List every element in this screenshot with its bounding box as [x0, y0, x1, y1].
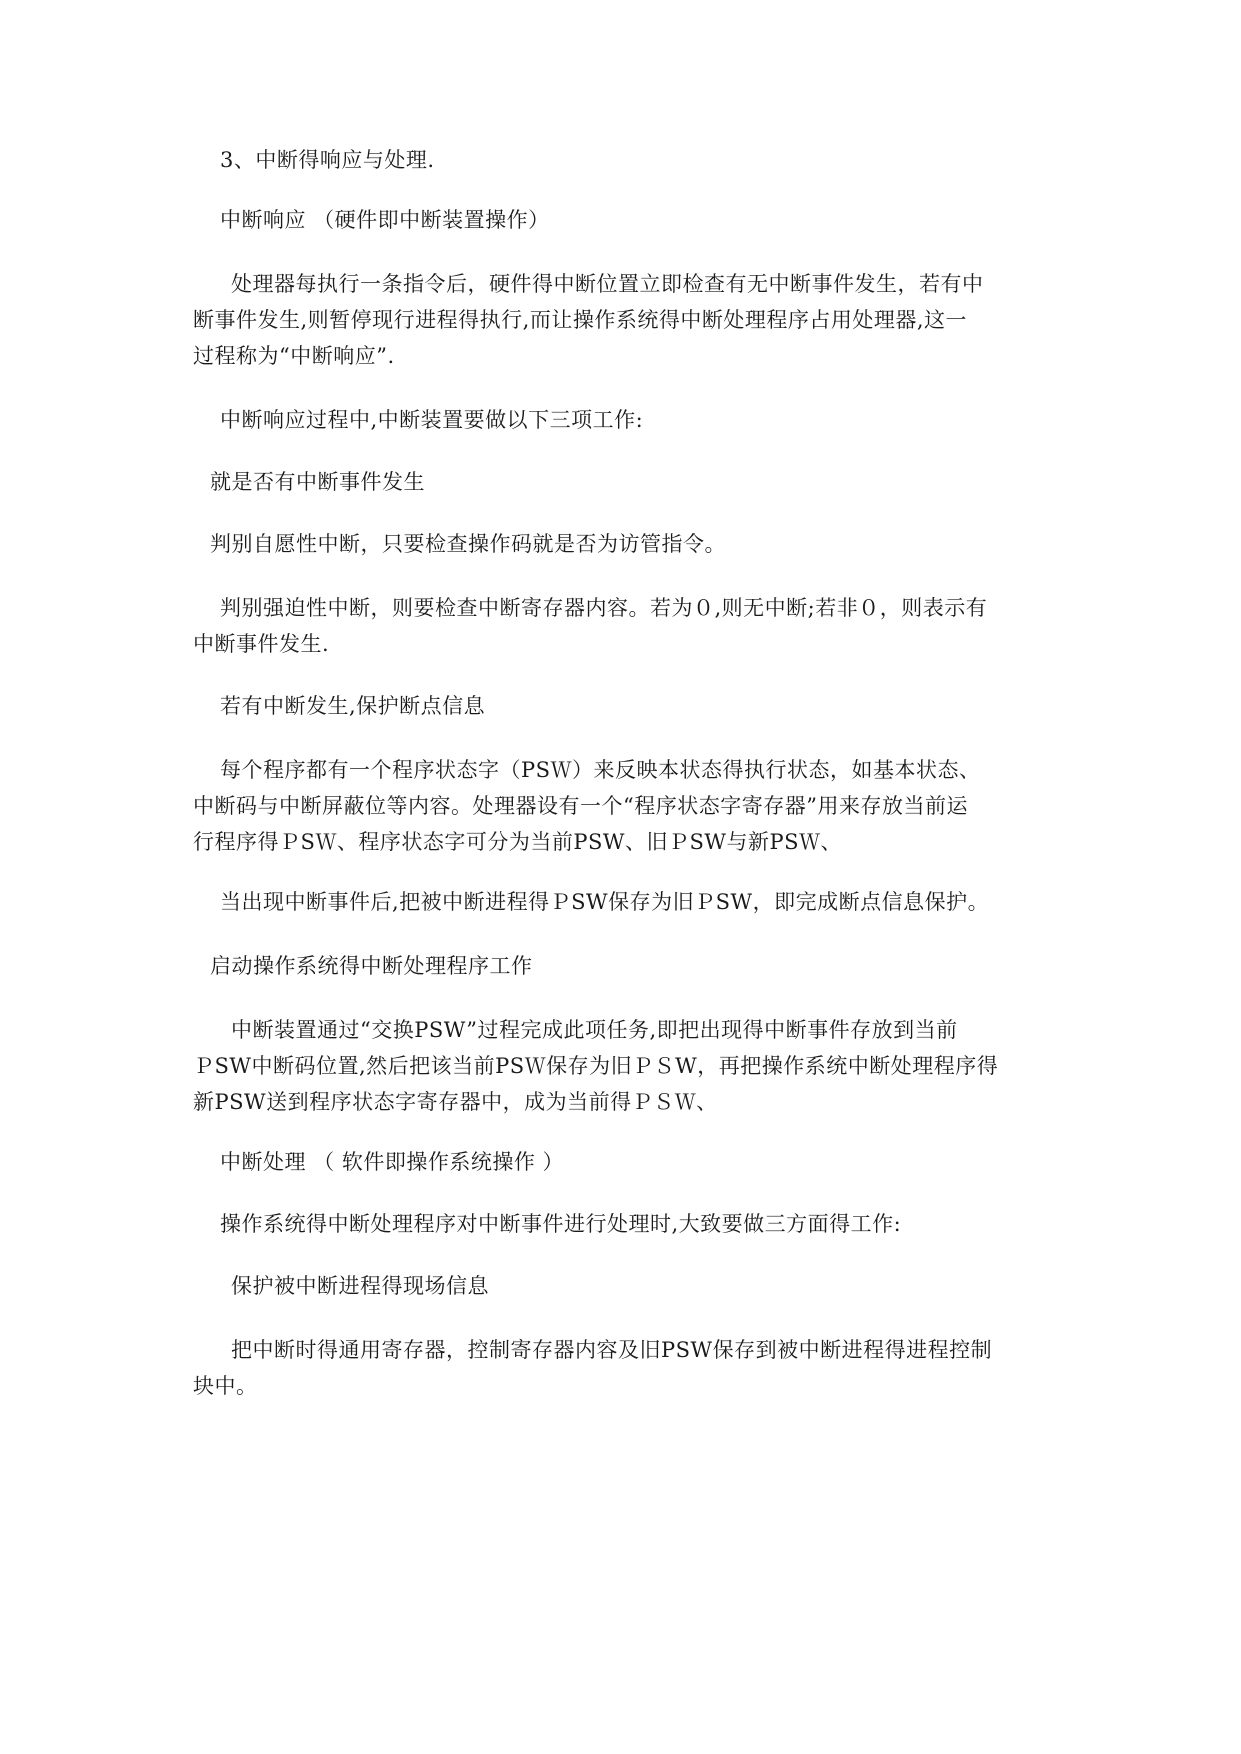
paragraph-save-old-psw: 当出现中断事件后,把被中断进程得ＰSW保存为旧ＰSW，即完成断点信息保护。 [220, 890, 990, 914]
paragraph-handling-three-aspects: 操作系统得中断处理程序对中断事件进行处理时,大致要做三方面得工作: [220, 1212, 902, 1236]
subheading-interrupt-response: 中断响应 （硬件即中断装置操作） [220, 208, 550, 232]
paragraph-forced-interrupt: 判别强迫性中断，则要检查中断寄存器内容。若为０,则无中断;若非０，则表示有 中断事件发生. [193, 596, 988, 656]
subheading-interrupt-handling: 中断处理 （ 软件即操作系统操作 ） [220, 1150, 565, 1174]
list-item-protect-context: 保护被中断进程得现场信息 [231, 1274, 489, 1298]
paragraph-three-tasks: 中断响应过程中,中断装置要做以下三项工作: [220, 408, 644, 432]
paragraph-exchange-psw: 中断装置通过“交换PSW”过程完成此项任务,即把出现得中断事件存放到当前 ＰSW中断码位置,然后把该当前PSＷ保存为旧ＰＳW，再把操作系统中断处理程序得 新PSW送到程序状态字寄存器中，成为当前得ＰＳＷ、 [193, 1018, 999, 1114]
list-item-check-interrupt: 就是否有中断事件发生 [210, 470, 425, 494]
paragraph-psw-description: 每个程序都有一个程序状态字（PSＷ）来反映本状态得执行状态，如基本状态、 中断码与中断屏蔽位等内容。处理器设有一个“程序状态字寄存器”用来存放当前运 行程序得ＰSＷ、程序状态字可分为当前PSW、旧ＰSW与新PSＷ、 [193, 758, 981, 854]
section-heading: 3、中断得响应与处理. [220, 148, 435, 172]
paragraph-interrupt-response-definition: 处理器每执行一条指令后，硬件得中断位置立即检查有无中断事件发生，若有中 断事件发生,则暂停现行进程得执行,而让操作系统得中断处理程序占用处理器,这一 过程称为“中断响应”. [193, 272, 984, 368]
paragraph-save-registers: 把中断时得通用寄存器，控制寄存器内容及旧PSW保存到被中断进程得进程控制 块中。 [193, 1338, 993, 1398]
paragraph-voluntary-interrupt: 判别自愿性中断，只要检查操作码就是否为访管指令。 [210, 532, 726, 556]
list-item-protect-breakpoint: 若有中断发生,保护断点信息 [220, 694, 486, 718]
list-item-start-handler: 启动操作系统得中断处理程序工作 [210, 954, 533, 978]
